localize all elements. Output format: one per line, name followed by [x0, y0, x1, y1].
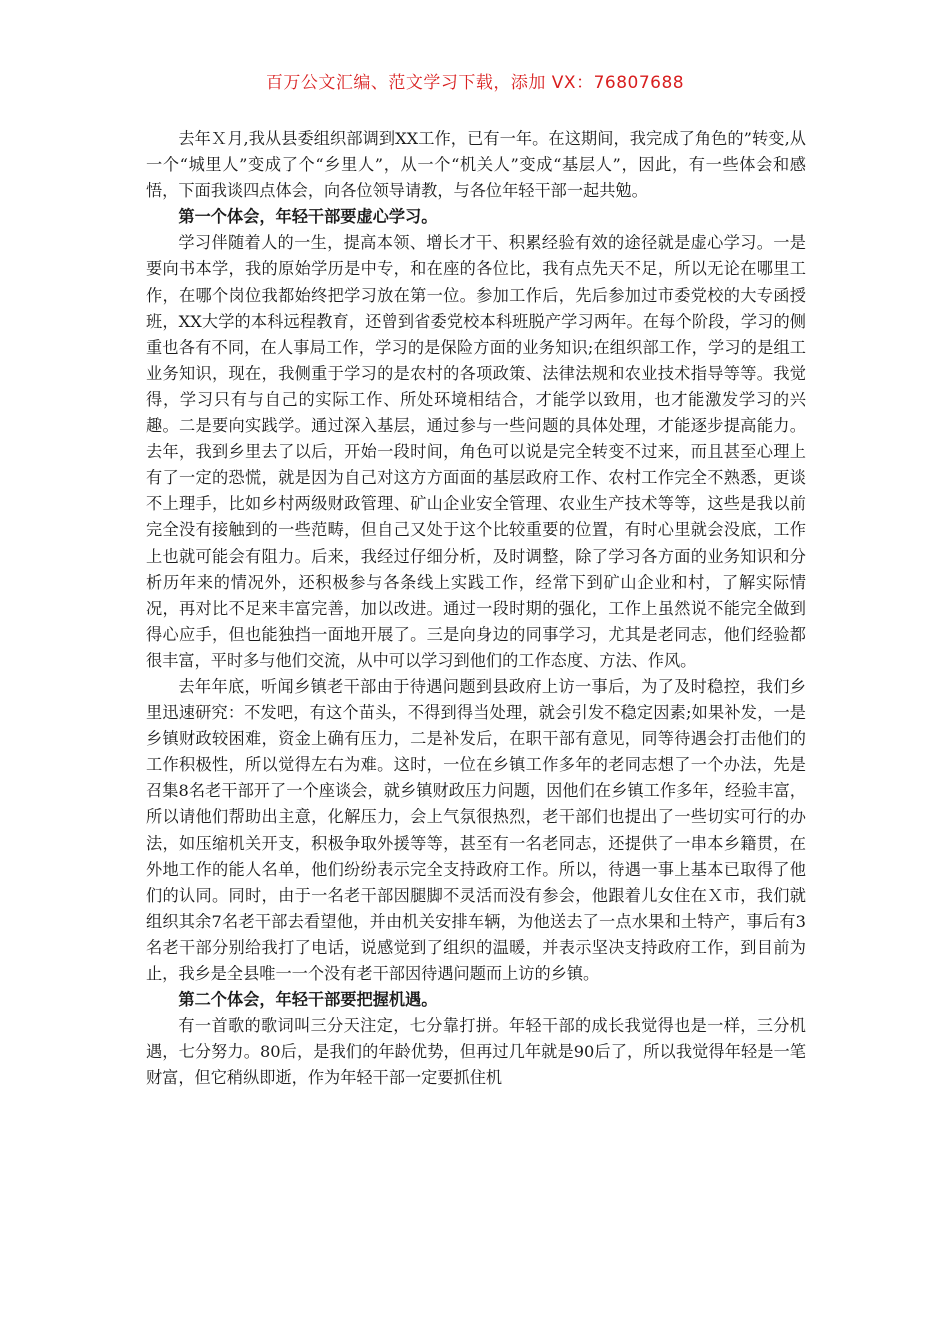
paragraph-veterans: 去年年底，听闻乡镇老干部由于待遇问题到县政府上访一事后，为了及时稳控，我们乡里迅速研究：不发吧，有这个苗头，不得到得当处理，就会引发不稳定因素;如果补发，一是乡镇财政较困难，资金上确有压力，二是补发后，在职干部有意见，同等待遇会打击他们的工作积极性，所以觉得左右为难。这时，一位在乡镇工作多年的老同志想了一个办法，先是召集8名老干部开了一个座谈会，就乡镇财政压力问题，因他们在乡镇工作多年，经验丰富，所以请他们帮助出主意，化解压力，会上气氛很热烈，老干部们也提出了一些切实可行的办法，如压缩机关开支，积极争取外援等等，甚至有一名老同志，还提供了一串本乡籍贯，在外地工作的能人名单，他们纷纷表示完全支持政府工作。所以，待遇一事上基本已取得了他们的认同。同时，由于一名老干部因腿脚不灵活而没有参会，他跟着儿女住在Ｘ市，我们就组织其余7名老干部去看望他，并由机关安排车辆，为他送去了一点水果和土特产，事后有3名老干部分别给我打了电话，说感觉到了组织的温暖，并表示坚决支持政府工作，到目前为止，我乡是全县唯一一个没有老干部因待遇问题而上访的乡镇。 [146, 676, 806, 983]
paragraph-intro: 去年Ｘ月,我从县委组织部调到XX工作，已有一年。在这期间，我完成了角色的”转变,从一个“城里人”变成了个“乡里人”，从一个“机关人”变成“基层人”，因此，有一些体会和感悟，下面我谈四点体会，向各位领导请教，与各位年轻干部一起共勉。 [146, 129, 806, 201]
section-heading-second: 第二个体会，年轻干部要把握机遇。 [178, 990, 438, 1010]
header-banner: 百万公文汇编、范文学习下载，添加 VX：76807688 [265, 73, 685, 93]
document-body [146, 126, 806, 1091]
section-heading-first: 第一个体会，年轻干部要虚心学习。 [178, 207, 438, 227]
paragraph-learning: 学习伴随着人的一生，提高本领、增长才干、积累经验有效的途径就是虚心学习。一是要向书本学，我的原始学历是中专，和在座的各位比，我有点先天不足，所以无论在哪里工作，在哪个岗位我都始终把学习放在第一位。参加工作后，先后参加过市委党校的大专函授班，XX大学的本科远程教育，还曾到省委党校本科班脱产学习两年。在每个阶段，学习的侧重也各有不同，在人事局工作，学习的是保险方面的业务知识;在组织部工作，学习的是组工业务知识，现在，我侧重于学习的是农村的各项政策、法律法规和农业技术指导等等。我觉得，学习只有与自己的实际工作、所处环境相结合，才能学以致用，也才能激发学习的兴趣。二是要向实践学。通过深入基层，通过参与一些问题的具体处理，才能逐步提高能力。去年，我到乡里去了以后，开始一段时间，角色可以说是完全转变不过来，而且甚至心理上有了一定的恐慌，就是因为自己对这方方面面的基层政府工作、农村工作完全不熟悉，更谈不上理手，比如乡村两级财政管理、矿山企业安全管理、农业生产技术等等，这些是我以前完全没有接触到的一些范畴，但自己又处于这个比较重要的位置，有时心里就会没底，工作上也就可能会有阻力。后来，我经过仔细分析，及时调整，除了学习各方面的业务知识和分析历年来的情况外，还积极参与各条线上实践工作，经常下到矿山企业和村，了解实际情况，再对比不足来丰富完善，加以改进。通过一段时期的强化，工作上虽然说不能完全做到得心应手，但也能独挡一面地开展了。三是向身边的同事学习，尤其是老同志，他们经验都很丰富，平时多与他们交流，从中可以学习到他们的工作态度、方法、作风。 [146, 233, 806, 670]
paragraph-opportunity: 有一首歌的歌词叫三分天注定，七分靠打拼。年轻干部的成长我觉得也是一样，三分机遇，七分努力。80后，是我们的年龄优势，但再过几年就是90后了，所以我觉得年轻是一笔财富，但它稍纵即逝，作为年轻干部一定要抓住机 [146, 1016, 806, 1088]
